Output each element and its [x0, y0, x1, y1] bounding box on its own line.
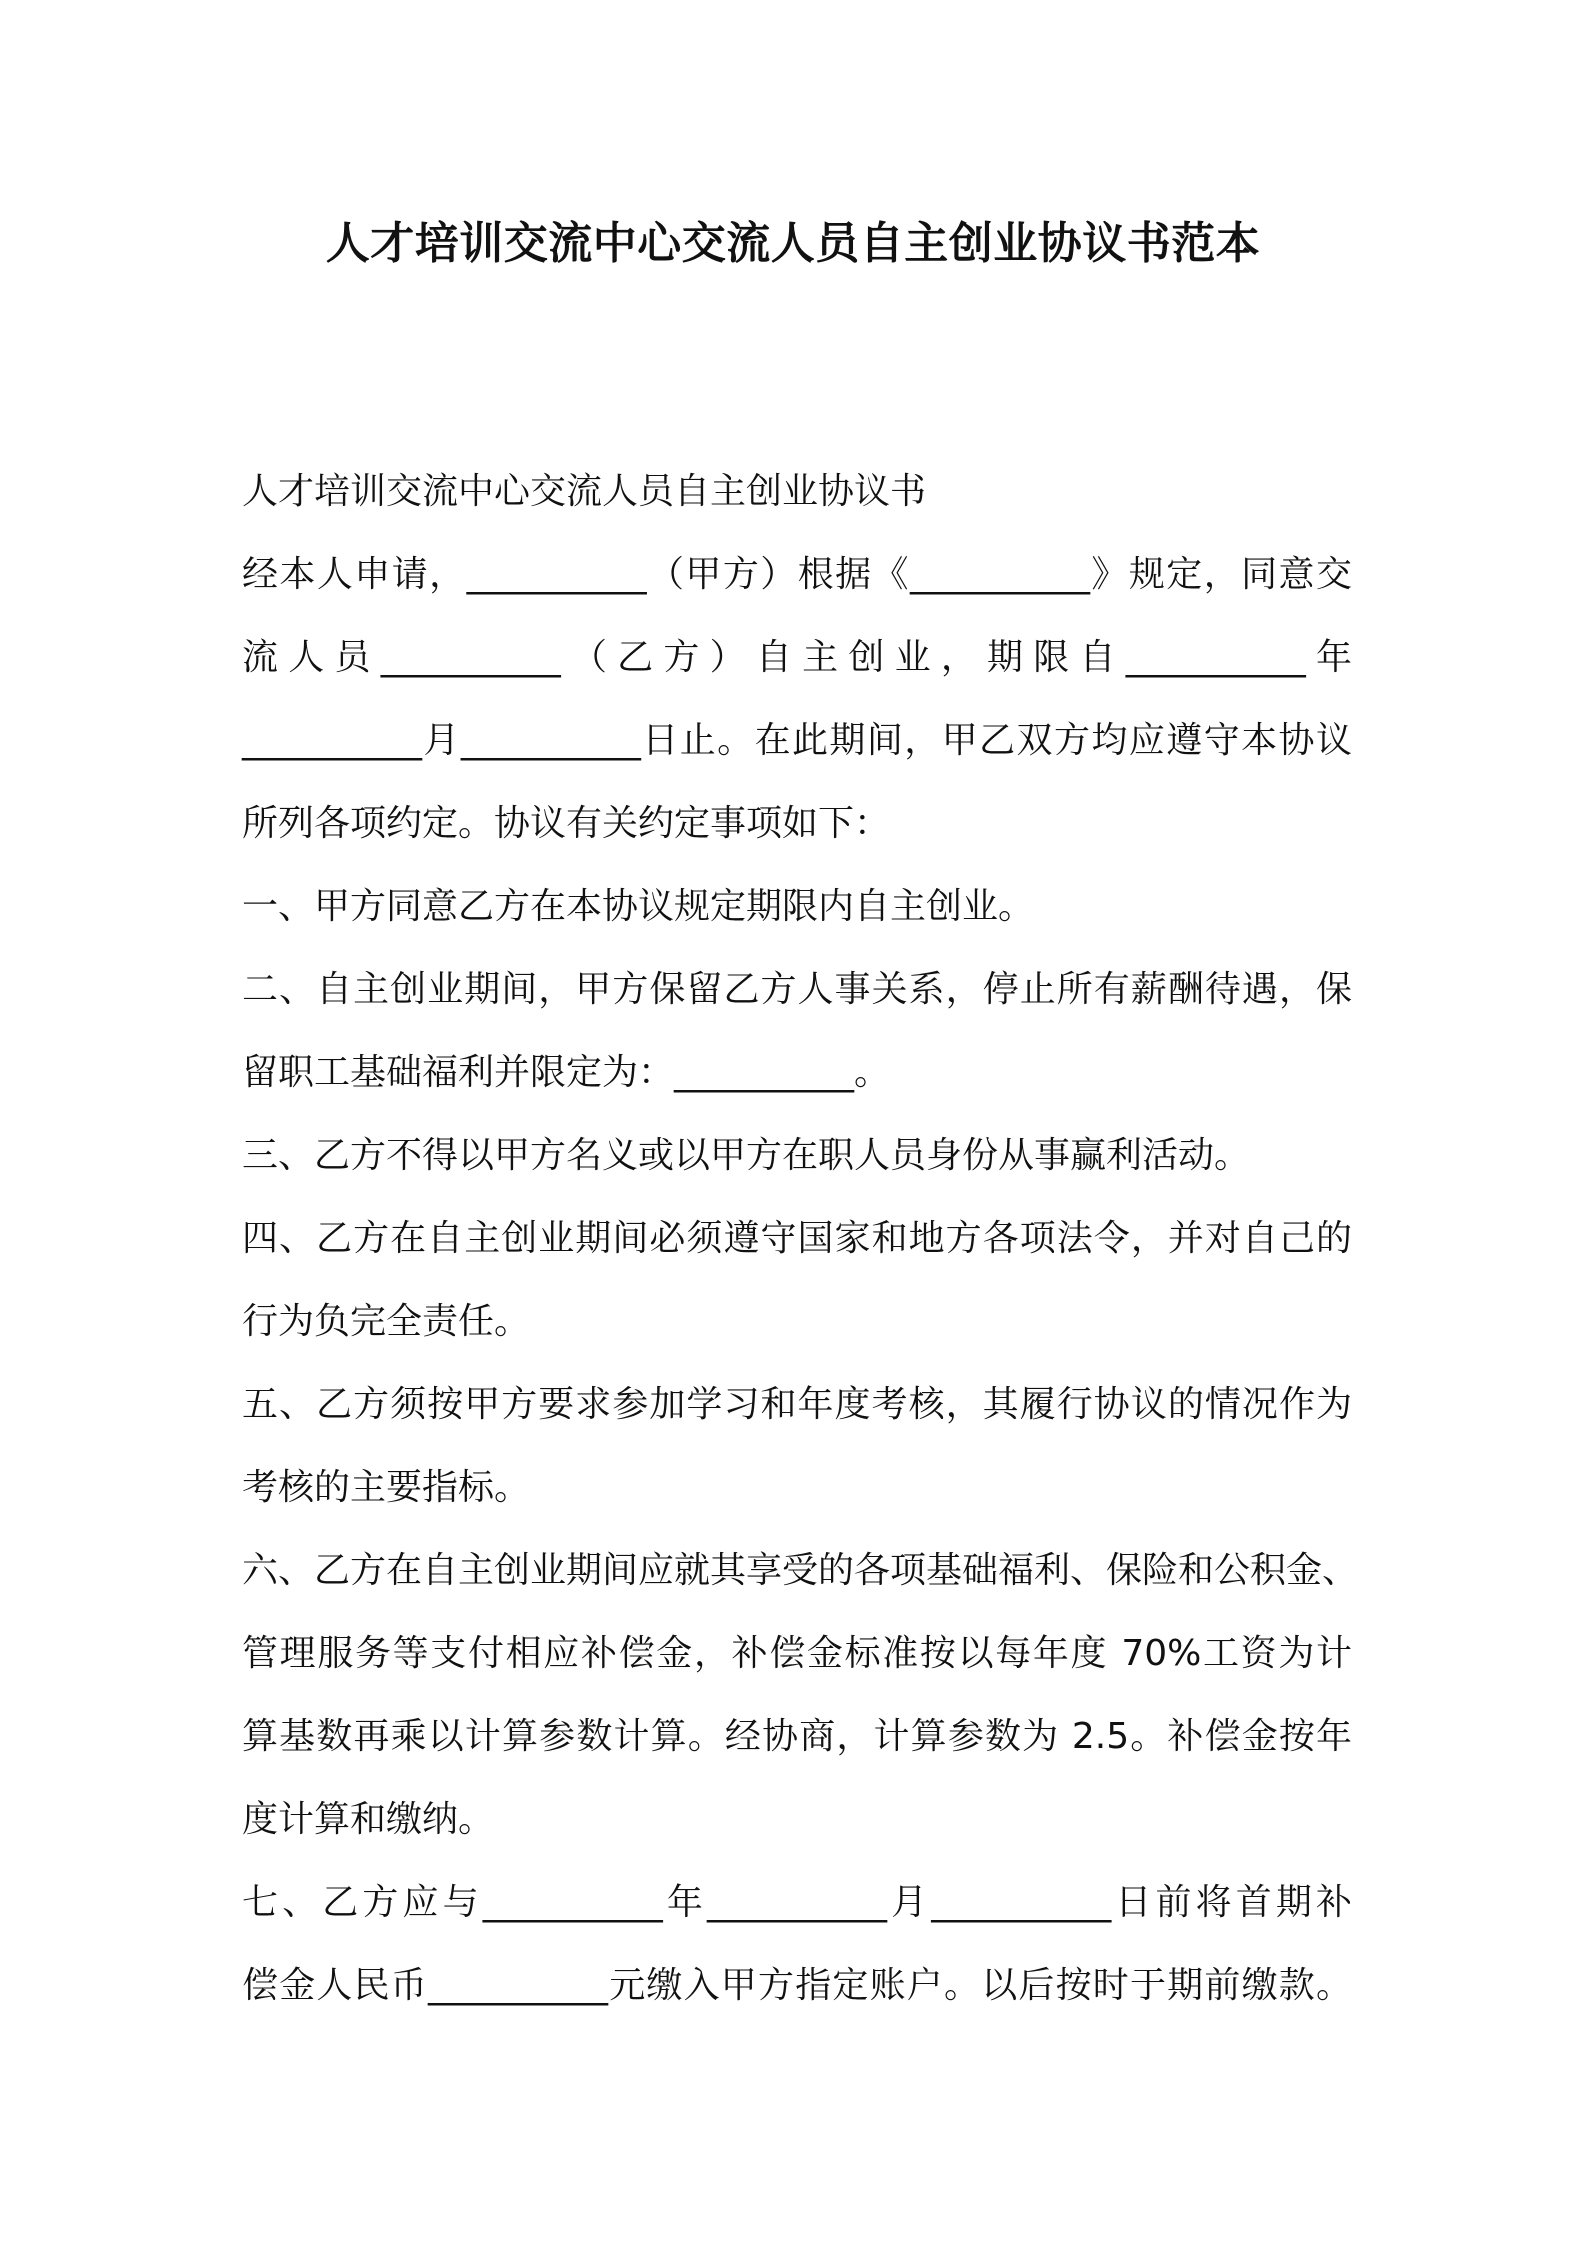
paragraph-line: 经本人申请，__________（甲方）根据《__________》规定，同意交 [242, 554, 1352, 595]
clause-6-continued: 算基数再乘以计算参数计算。经协商，计算参数为 2.5。补偿金按年 [242, 1716, 1352, 1757]
clause-6-continued: 管理服务等支付相应补偿金，补偿金标准按以每年度 70%工资为计 [242, 1633, 1352, 1674]
clause-7-continued: 偿金人民币__________元缴入甲方指定账户。以后按时于期前缴款。 [242, 1965, 1352, 2006]
paragraph-line: 所列各项约定。协议有关约定事项如下： [242, 803, 891, 844]
clause-6: 六、乙方在自主创业期间应就其享受的各项基础福利、保险和公积金、 [242, 1550, 1359, 1591]
paragraph-line: 流人员__________（乙方）自主创业，期限自__________年 [242, 637, 1352, 678]
agreement-heading: 人才培训交流中心交流人员自主创业协议书 [242, 471, 927, 512]
paragraph-line: __________月__________日止。在此期间，甲乙双方均应遵守本协议 [242, 720, 1352, 761]
clause-5-continued: 考核的主要指标。 [242, 1467, 531, 1508]
clause-2: 二、自主创业期间，甲方保留乙方人事关系，停止所有薪酬待遇，保 [242, 969, 1352, 1010]
clause-1: 一、甲方同意乙方在本协议规定期限内自主创业。 [242, 886, 1035, 927]
document-title: 人才培训交流中心交流人员自主创业协议书范本 [325, 218, 1261, 269]
clause-6-continued: 度计算和缴纳。 [242, 1799, 495, 1840]
clause-4: 四、乙方在自主创业期间必须遵守国家和地方各项法令，并对自己的 [242, 1218, 1352, 1259]
clause-2-continued: 留职工基础福利并限定为：__________。 [242, 1052, 891, 1093]
clause-7: 七、乙方应与__________年__________月__________日前将首期补 [242, 1882, 1352, 1923]
document-body [242, 450, 1359, 2027]
clause-4-continued: 行为负完全责任。 [242, 1301, 531, 1342]
clause-5: 五、乙方须按甲方要求参加学习和年度考核，其履行协议的情况作为 [242, 1384, 1352, 1425]
clause-3: 三、乙方不得以甲方名义或以甲方在职人员身份从事赢利活动。 [242, 1135, 1251, 1176]
